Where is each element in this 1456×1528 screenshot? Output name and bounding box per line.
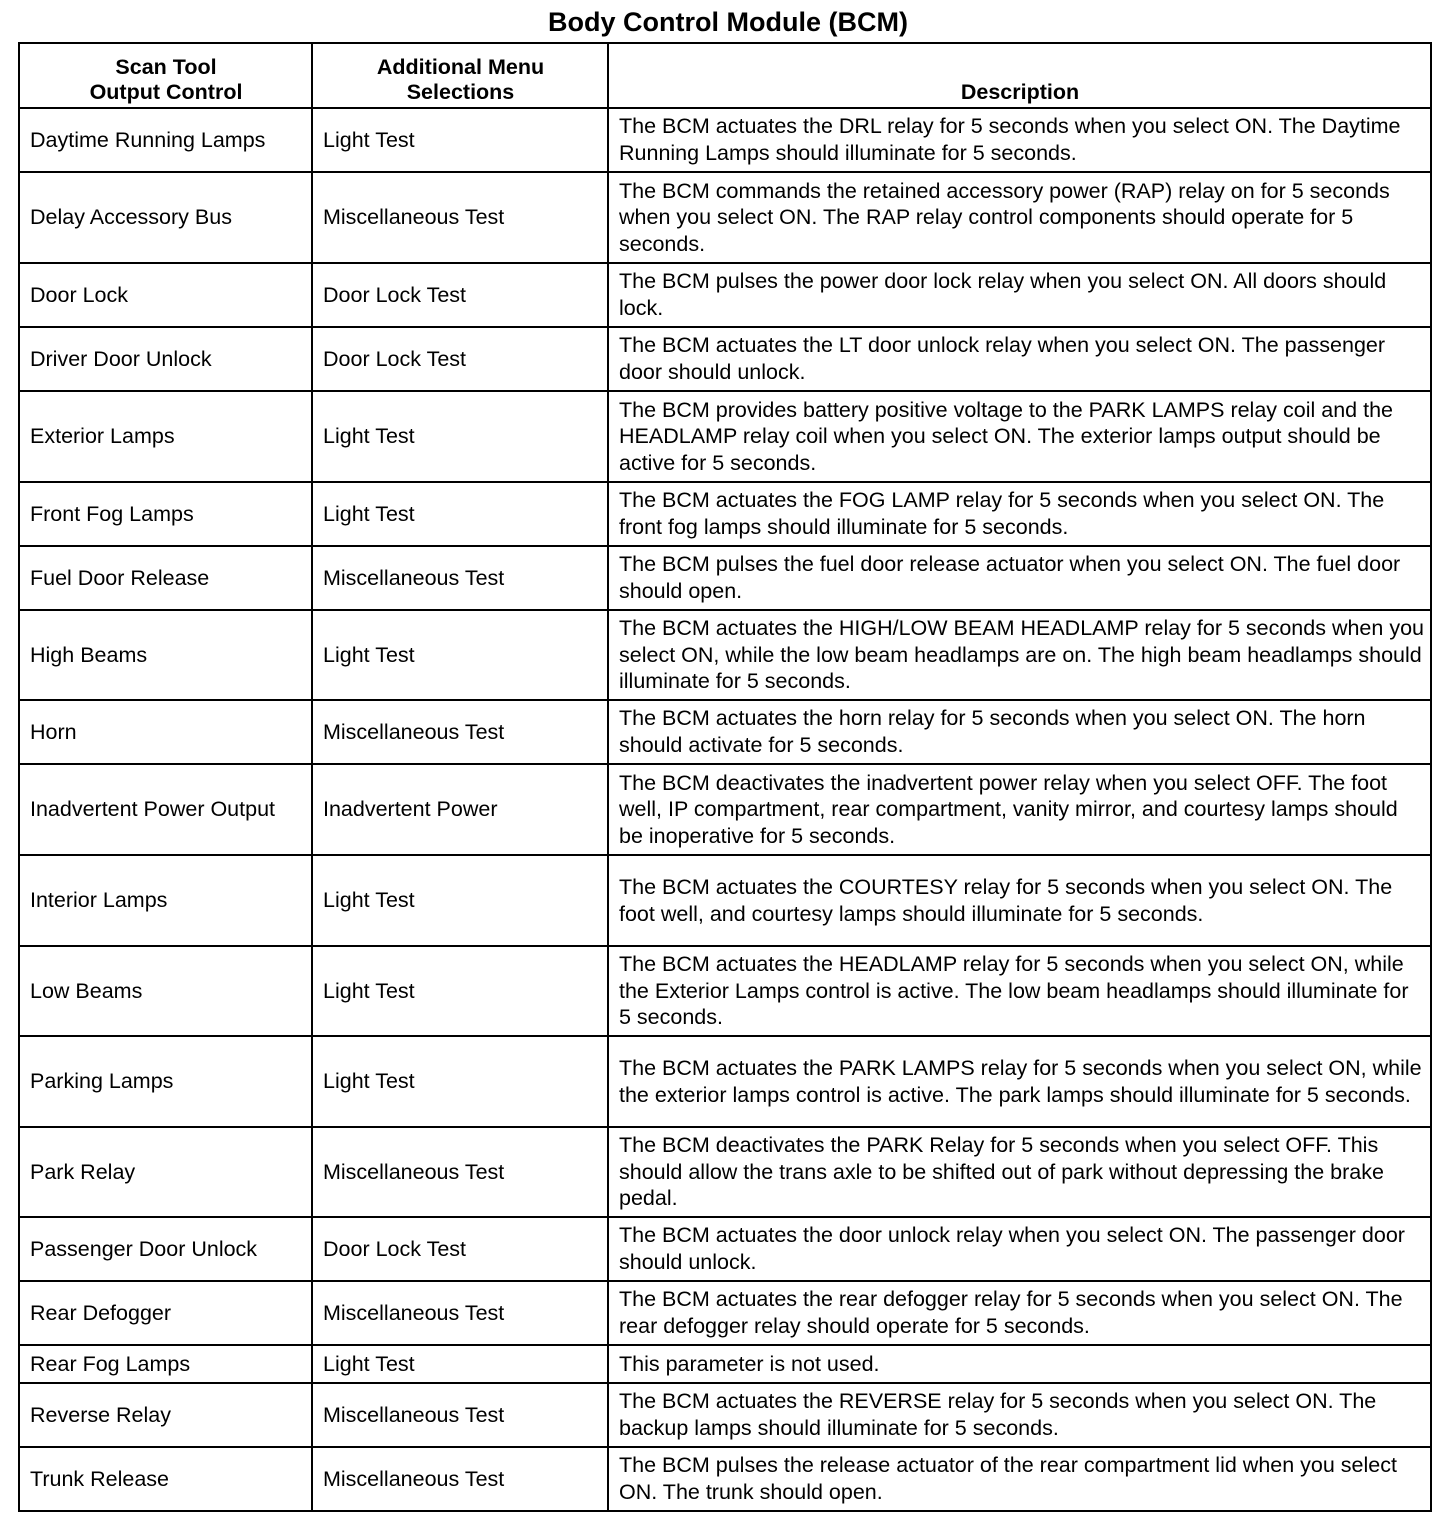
output-control-cell: High Beams xyxy=(19,610,312,700)
menu-selection-cell: Light Test xyxy=(312,855,608,946)
menu-selection-cell: Light Test xyxy=(312,108,608,172)
output-control-cell: Passenger Door Unlock xyxy=(19,1217,312,1281)
table-row xyxy=(19,610,1431,700)
table-row xyxy=(19,1447,1431,1511)
description-cell: The BCM commands the retained accessory power (RAP) relay on for 5 seconds when you select ON. The RAP relay control components should operate for 5 seconds. xyxy=(608,172,1431,263)
table-row xyxy=(19,855,1431,946)
menu-selection-cell: Miscellaneous Test xyxy=(312,1281,608,1345)
output-control-cell: Low Beams xyxy=(19,946,312,1036)
description-cell: This parameter is not used. xyxy=(608,1345,1431,1383)
column-header-label: Scan Tool Output Control xyxy=(89,55,243,104)
description-cell: The BCM actuates the HIGH/LOW BEAM HEADLAMP relay for 5 seconds when you select ON, while the low beam headlamps are on. The high beam headlamps should illuminate for 5 seconds. xyxy=(608,610,1431,700)
table-row xyxy=(19,1281,1431,1345)
output-control-cell: Rear Defogger xyxy=(19,1281,312,1345)
table-row xyxy=(19,1036,1431,1127)
description-cell: The BCM pulses the power door lock relay when you select ON. All doors should lock. xyxy=(608,263,1431,327)
column-header-output-control xyxy=(19,43,312,108)
description-cell: The BCM actuates the LT door unlock relay when you select ON. The passenger door should unlock. xyxy=(608,327,1431,391)
output-control-cell: Daytime Running Lamps xyxy=(19,108,312,172)
menu-selection-cell: Miscellaneous Test xyxy=(312,1447,608,1511)
output-control-cell: Exterior Lamps xyxy=(19,391,312,482)
table-row xyxy=(19,1217,1431,1281)
menu-selection-cell: Light Test xyxy=(312,1036,608,1127)
menu-selection-cell: Inadvertent Power xyxy=(312,764,608,855)
output-control-cell: Inadvertent Power Output xyxy=(19,764,312,855)
output-control-cell: Fuel Door Release xyxy=(19,546,312,610)
description-cell: The BCM deactivates the inadvertent power relay when you select OFF. The foot well, IP compartment, rear compartment, vanity mirror, and courtesy lamps should be inoperative for 5 seconds. xyxy=(608,764,1431,855)
table-row xyxy=(19,108,1431,172)
output-control-cell: Park Relay xyxy=(19,1127,312,1217)
table-row xyxy=(19,1345,1431,1383)
menu-selection-cell: Door Lock Test xyxy=(312,327,608,391)
description-cell: The BCM pulses the fuel door release actuator when you select ON. The fuel door should open. xyxy=(608,546,1431,610)
description-cell: The BCM actuates the FOG LAMP relay for 5 seconds when you select ON. The front fog lamps should illuminate for 5 seconds. xyxy=(608,482,1431,546)
menu-selection-cell: Light Test xyxy=(312,1345,608,1383)
description-cell: The BCM actuates the rear defogger relay for 5 seconds when you select ON. The rear defogger relay should operate for 5 seconds. xyxy=(608,1281,1431,1345)
column-header-description xyxy=(608,43,1431,108)
menu-selection-cell: Miscellaneous Test xyxy=(312,1127,608,1217)
menu-selection-cell: Miscellaneous Test xyxy=(312,700,608,764)
table-row xyxy=(19,327,1431,391)
description-cell: The BCM actuates the door unlock relay when you select ON. The passenger door should unlock. xyxy=(608,1217,1431,1281)
bcm-output-control-table xyxy=(18,42,1432,1512)
menu-selection-cell: Light Test xyxy=(312,610,608,700)
menu-selection-cell: Light Test xyxy=(312,482,608,546)
table-row xyxy=(19,546,1431,610)
column-header-label: Description xyxy=(960,80,1080,104)
output-control-cell: Delay Accessory Bus xyxy=(19,172,312,263)
table-row xyxy=(19,391,1431,482)
description-cell: The BCM actuates the DRL relay for 5 seconds when you select ON. The Daytime Running Lamps should illuminate for 5 seconds. xyxy=(608,108,1431,172)
description-cell: The BCM actuates the HEADLAMP relay for 5 seconds when you select ON, while the Exterior Lamps control is active. The low beam headlamps should illuminate for 5 seconds. xyxy=(608,946,1431,1036)
output-control-cell: Door Lock xyxy=(19,263,312,327)
description-cell: The BCM actuates the horn relay for 5 seconds when you select ON. The horn should activate for 5 seconds. xyxy=(608,700,1431,764)
column-header-label: Additional Menu Selections xyxy=(376,55,545,104)
description-cell: The BCM actuates the REVERSE relay for 5 seconds when you select ON. The backup lamps should illuminate for 5 seconds. xyxy=(608,1383,1431,1447)
description-cell: The BCM pulses the release actuator of the rear compartment lid when you select ON. The trunk should open. xyxy=(608,1447,1431,1511)
output-control-cell: Front Fog Lamps xyxy=(19,482,312,546)
description-cell: The BCM provides battery positive voltage to the PARK LAMPS relay coil and the HEADLAMP relay coil when you select ON. The exterior lamps output should be active for 5 seconds. xyxy=(608,391,1431,482)
description-cell: The BCM actuates the PARK LAMPS relay for 5 seconds when you select ON, while the exterior lamps control is active. The park lamps should illuminate for 5 seconds. xyxy=(608,1036,1431,1127)
page-title: Body Control Module (BCM) xyxy=(548,7,908,37)
output-control-cell: Driver Door Unlock xyxy=(19,327,312,391)
table-row xyxy=(19,263,1431,327)
output-control-cell: Interior Lamps xyxy=(19,855,312,946)
table-header-row xyxy=(19,43,1431,108)
output-control-cell: Parking Lamps xyxy=(19,1036,312,1127)
menu-selection-cell: Miscellaneous Test xyxy=(312,546,608,610)
menu-selection-cell: Miscellaneous Test xyxy=(312,172,608,263)
table-row xyxy=(19,1127,1431,1217)
description-cell: The BCM deactivates the PARK Relay for 5 seconds when you select OFF. This should allow the trans axle to be shifted out of park without depressing the brake pedal. xyxy=(608,1127,1431,1217)
table-row xyxy=(19,1383,1431,1447)
output-control-cell: Reverse Relay xyxy=(19,1383,312,1447)
description-cell: The BCM actuates the COURTESY relay for 5 seconds when you select ON. The foot well, and courtesy lamps should illuminate for 5 seconds. xyxy=(608,855,1431,946)
output-control-cell: Rear Fog Lamps xyxy=(19,1345,312,1383)
menu-selection-cell: Door Lock Test xyxy=(312,263,608,327)
table-row xyxy=(19,482,1431,546)
table-row xyxy=(19,700,1431,764)
menu-selection-cell: Door Lock Test xyxy=(312,1217,608,1281)
menu-selection-cell: Light Test xyxy=(312,391,608,482)
table-row xyxy=(19,946,1431,1036)
menu-selection-cell: Light Test xyxy=(312,946,608,1036)
output-control-cell: Horn xyxy=(19,700,312,764)
menu-selection-cell: Miscellaneous Test xyxy=(312,1383,608,1447)
output-control-cell: Trunk Release xyxy=(19,1447,312,1511)
table-row xyxy=(19,172,1431,263)
column-header-menu-selections xyxy=(312,43,608,108)
table-row xyxy=(19,764,1431,855)
